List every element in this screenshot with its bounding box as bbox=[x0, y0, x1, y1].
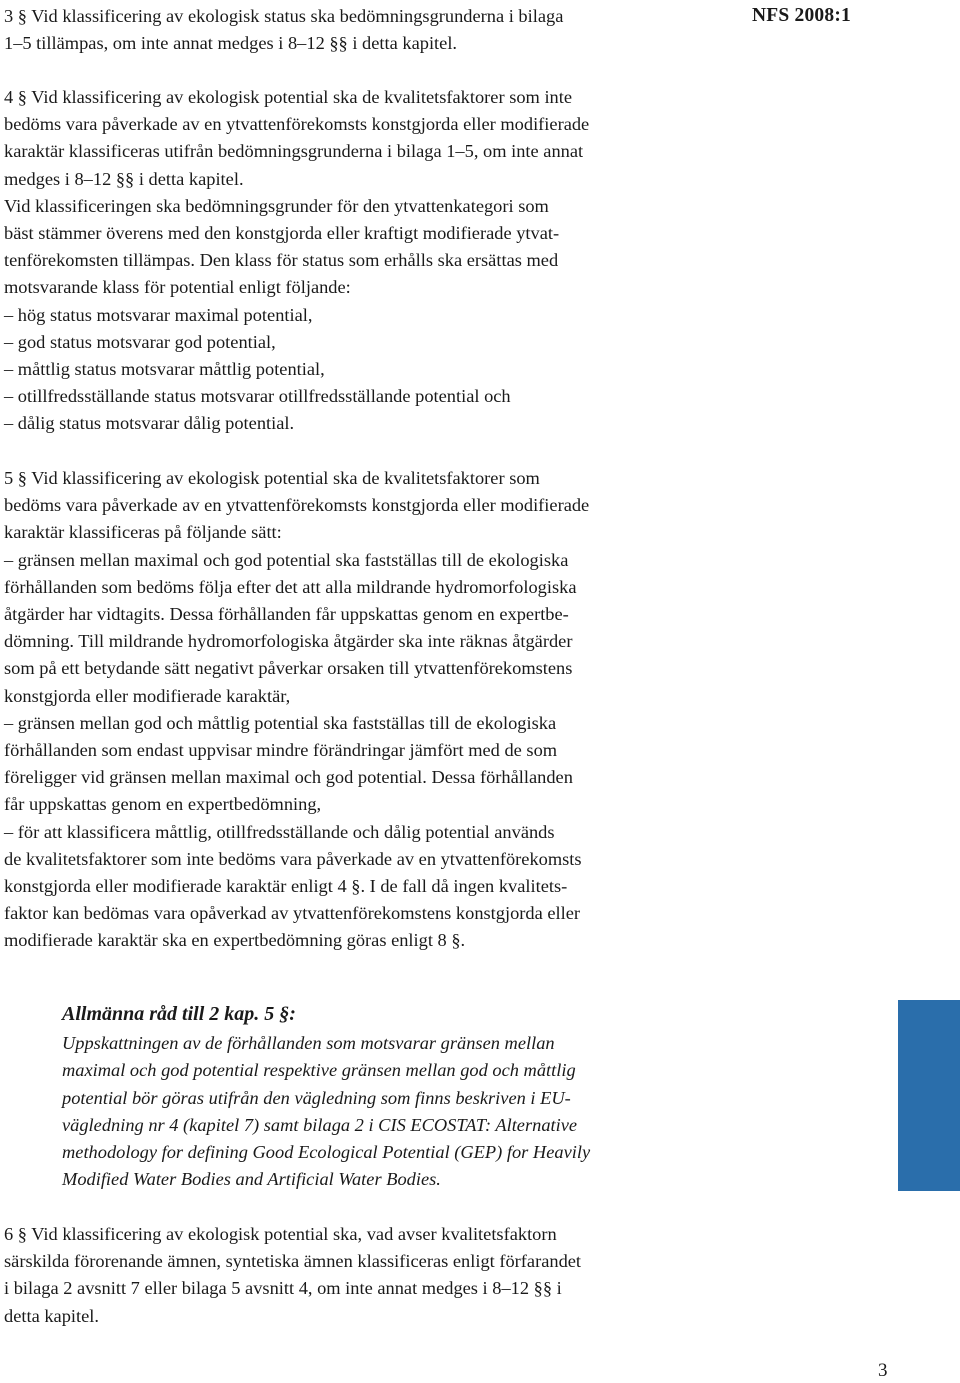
text-line: medges i 8–12 §§ i detta kapitel. bbox=[4, 168, 244, 189]
text-line: motsvarande klass för potential enligt följande: bbox=[4, 277, 351, 298]
text-line: karaktär klassificeras utifrån bedömningsgrunderna i bilaga 1–5, om inte annat bbox=[4, 141, 584, 162]
text-line: modifierade karaktär ska en expertbedömning göras enligt 8 §. bbox=[4, 930, 466, 951]
side-accent-bar bbox=[898, 1000, 960, 1191]
text-line: faktor kan bedömas vara opåverkad av ytvattenförekomstens konstgjorda eller bbox=[4, 903, 581, 924]
text-line: föreligger vid gränsen mellan maximal och god potential. Dessa förhållanden bbox=[4, 767, 573, 788]
text-line: dömning. Till mildrande hydromorfologiska åtgärder ska inte räknas åtgärder bbox=[4, 631, 573, 652]
text-line: bäst stämmer överens med den konstgjorda eller kraftigt modifierade ytvat- bbox=[4, 223, 560, 244]
list-item: – dålig status motsvarar dålig potential. bbox=[4, 413, 295, 434]
text-line: åtgärder har vidtagits. Dessa förhållanden får uppskattas genom en expertbe- bbox=[4, 604, 569, 625]
text-line: 6 § Vid klassificering av ekologisk potential ska, vad avser kvalitetsfaktorn bbox=[4, 1224, 557, 1244]
list-item: – gränsen mellan maximal och god potential ska fastställas till de ekologiska bbox=[4, 549, 569, 570]
advice-line: maximal och god potential respektive gränsen mellan god och måttlig bbox=[62, 1060, 576, 1081]
advice-line: methodology for defining Good Ecological Potential (GEP) for Heavily bbox=[62, 1142, 591, 1163]
text-line: Vid klassificeringen ska bedömningsgrunder för den ytvattenkategori som bbox=[4, 195, 549, 216]
text-line: får uppskattas genom en expertbedömning, bbox=[4, 794, 322, 815]
text-line: i bilaga 2 avsnitt 7 eller bilaga 5 avsnitt 4, om inte annat medges i 8–12 §§ i bbox=[4, 1278, 562, 1299]
paragraph-3 bbox=[4, 3, 696, 57]
list-item: – för att klassificera måttlig, otillfredsställande och dålig potential används bbox=[4, 821, 555, 842]
list-item: – måttlig status motsvarar måttlig potential, bbox=[4, 359, 325, 380]
list-item: – otillfredsställande status motsvarar otillfredsställande potential och bbox=[4, 386, 511, 407]
general-advice-box bbox=[62, 1001, 696, 1193]
advice-line: vägledning nr 4 (kapitel 7) samt bilaga 2 i CIS ECOSTAT: Alternative bbox=[62, 1114, 578, 1135]
advice-title: Allmänna råd till 2 kap. 5 §: bbox=[62, 1003, 296, 1025]
text-line: bedöms vara påverkade av en ytvattenförekomsts konstgjorda eller modifierade bbox=[4, 495, 590, 516]
text-line: de kvalitetsfaktorer som inte bedöms vara påverkade av en ytvattenförekomsts bbox=[4, 848, 582, 869]
paragraph-4 bbox=[4, 84, 696, 438]
text-line: 4 § Vid klassificering av ekologisk potential ska de kvalitetsfaktorer som inte bbox=[4, 87, 573, 107]
text-line: förhållanden som bedöms följa efter det att alla mildrande hydromorfologiska bbox=[4, 576, 577, 597]
text-line: karaktär klassificeras på följande sätt: bbox=[4, 522, 282, 543]
text-line: bedöms vara påverkade av en ytvattenförekomsts konstgjorda eller modifierade bbox=[4, 114, 590, 135]
text-line: särskilda förorenande ämnen, syntetiska ämnen klassificeras enligt förfarandet bbox=[4, 1251, 582, 1272]
paragraph-5 bbox=[4, 465, 696, 955]
text-line: 1–5 tillämpas, om inte annat medges i 8–12 §§ i detta kapitel. bbox=[4, 33, 458, 54]
advice-line: Uppskattningen av de förhållanden som motsvarar gränsen mellan bbox=[62, 1033, 555, 1054]
document-code: NFS 2008:1 bbox=[752, 5, 851, 26]
list-item: – hög status motsvarar maximal potential, bbox=[4, 304, 313, 325]
text-line: 3 § Vid klassificering av ekologisk status ska bedömningsgrunderna i bilaga bbox=[4, 6, 564, 26]
text-line: konstgjorda eller modifierade karaktär, bbox=[4, 685, 291, 706]
text-line: tenförekomsten tillämpas. Den klass för status som erhålls ska ersättas med bbox=[4, 250, 559, 271]
text-line: som på ett betydande sätt negativt påverkar orsaken till ytvattenförekomstens bbox=[4, 658, 573, 679]
page-number: 3 bbox=[878, 1360, 888, 1381]
text-line: konstgjorda eller modifierade karaktär enligt 4 §. I de fall då ingen kvalitets- bbox=[4, 876, 568, 897]
text-line: detta kapitel. bbox=[4, 1305, 99, 1326]
text-line: förhållanden som endast uppvisar mindre förändringar jämfört med de som bbox=[4, 740, 558, 761]
paragraph-6 bbox=[4, 1221, 696, 1330]
list-item: – gränsen mellan god och måttlig potential ska fastställas till de ekologiska bbox=[4, 712, 557, 733]
text-line: 5 § Vid klassificering av ekologisk potential ska de kvalitetsfaktorer som bbox=[4, 468, 540, 488]
list-item: – god status motsvarar god potential, bbox=[4, 331, 276, 352]
advice-line: potential bör göras utifrån den vägledning som finns beskriven i EU- bbox=[62, 1087, 571, 1108]
advice-line: Modified Water Bodies and Artificial Water Bodies. bbox=[62, 1169, 441, 1190]
